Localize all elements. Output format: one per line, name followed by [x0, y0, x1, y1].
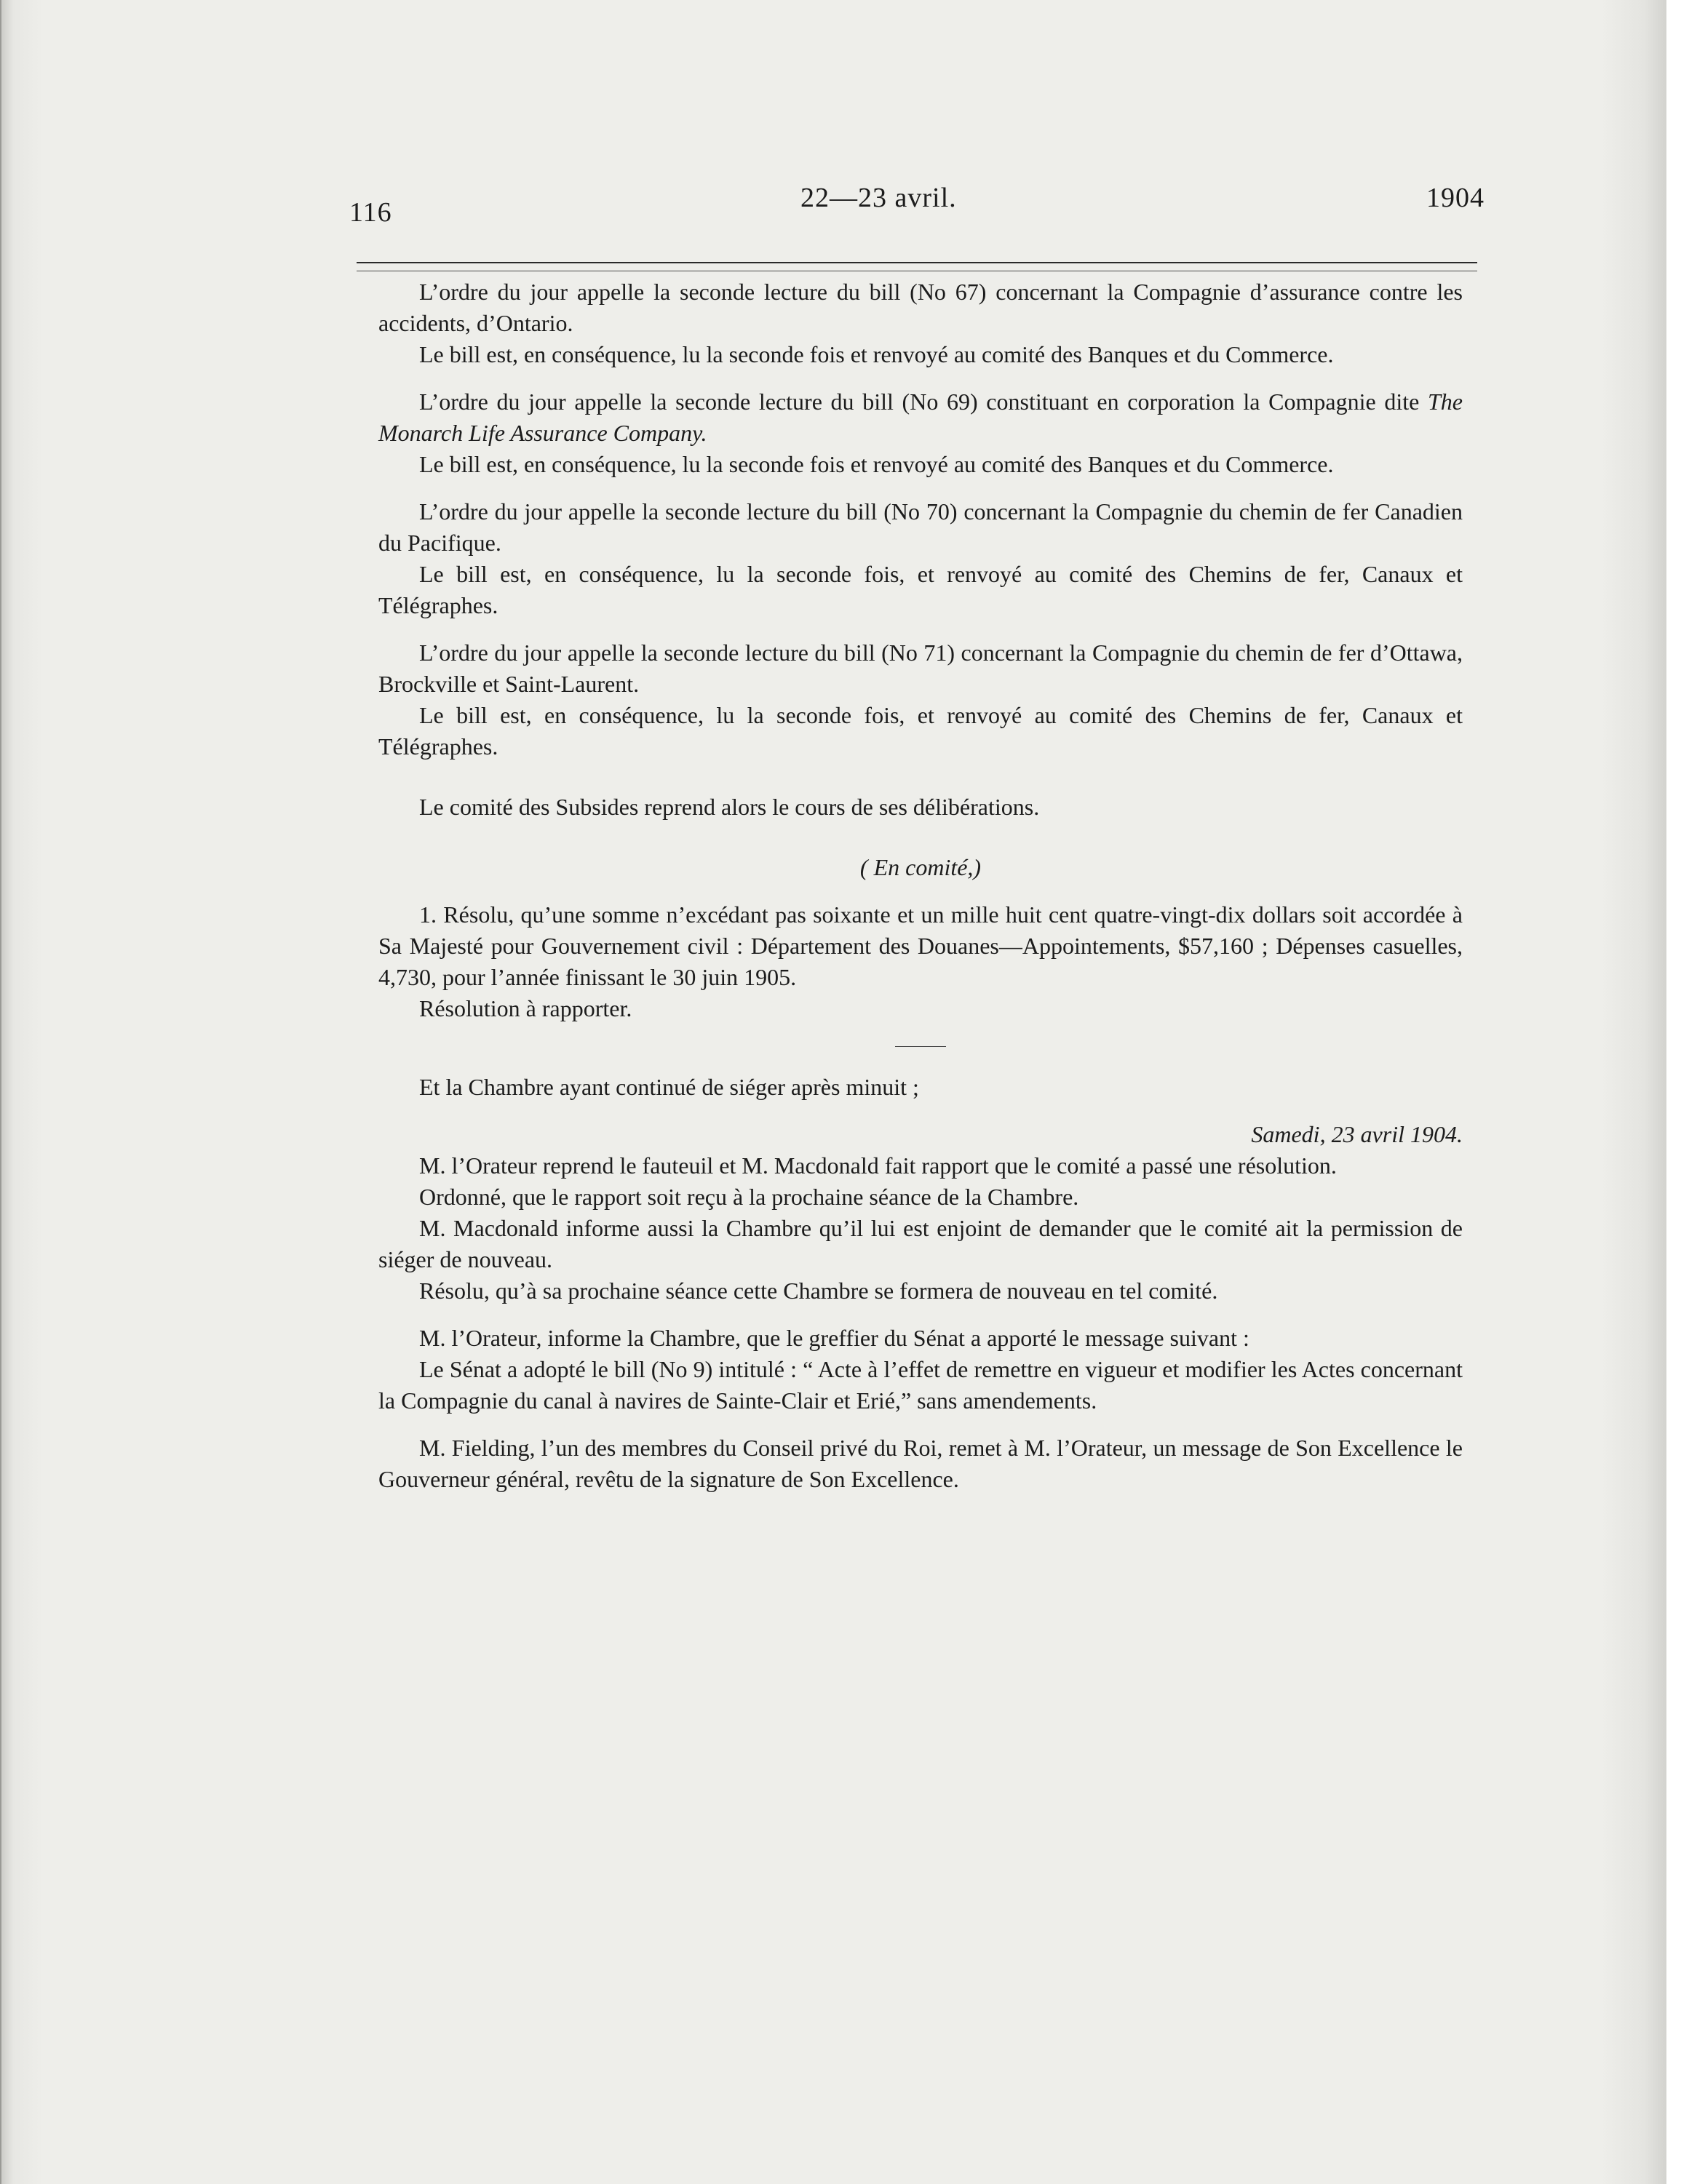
paragraph [378, 386, 1463, 449]
header-rule [357, 262, 1477, 263]
page-number: 116 [349, 197, 392, 228]
paragraph: Le comité des Subsides reprend alors le cours de ses délibérations. [419, 794, 1040, 820]
paragraph: 1. Résolu, qu’une somme n’excédant pas soixante et un mille huit cent quatre-vingt-dix dollars soit accordée à Sa Majesté pour Gouvernement civil : Département des Douanes—Appointements, $57,160 ; Dépenses casuelles, 4,730, pour l’année finissant le 30 juin 1905. [378, 901, 1463, 990]
header-year: 1904 [1426, 183, 1485, 213]
section-heading: ( En comité,) [859, 854, 982, 880]
company-name: The Monarch Life Assurance Company. [378, 388, 1463, 446]
scan-edge [0, 0, 1, 2184]
header-date: 22—23 avril. [800, 183, 957, 213]
paragraph: L’ordre du jour appelle la seconde lecture du bill (No 71) concernant la Compagnie du chemin de fer d’Ottawa, Brockville et Saint-Laurent. [378, 639, 1463, 697]
page-header [349, 182, 1485, 226]
session-date: Samedi, 23 avril 1904. [1251, 1121, 1463, 1147]
paragraph: Le bill est, en conséquence, lu la seconde fois et renvoyé au comité des Banques et du Commerce. [419, 451, 1334, 477]
scan-margin [1666, 0, 1681, 2184]
document-body [378, 276, 1463, 1495]
paragraph: L’ordre du jour appelle la seconde lecture du bill (No 70) concernant la Compagnie du chemin de fer Canadien du Pacifique. [378, 498, 1463, 556]
paragraph: M. l’Orateur reprend le fauteuil et M. Macdonald fait rapport que le comité a passé une résolution. [419, 1152, 1337, 1179]
paragraph: Le Sénat a adopté le bill (No 9) intitulé : “ Acte à l’effet de remettre en vigueur et modifier les Actes concernant la Compagnie du canal à navires de Sainte-Clair et Erié,” sans amendements. [378, 1356, 1463, 1414]
paragraph: M. l’Orateur, informe la Chambre, que le greffier du Sénat a apporté le message suivant : [419, 1325, 1249, 1351]
paragraph: Le bill est, en conséquence, lu la seconde fois, et renvoyé au comité des Chemins de fer, Canaux et Télégraphes. [378, 702, 1463, 760]
paragraph: Le bill est, en conséquence, lu la seconde fois, et renvoyé au comité des Chemins de fer, Canaux et Télégraphes. [378, 561, 1463, 618]
paragraph: Et la Chambre ayant continué de siéger après minuit ; [419, 1074, 919, 1100]
paragraph: Le bill est, en conséquence, lu la seconde fois et renvoyé au comité des Banques et du Commerce. [419, 341, 1334, 367]
document-page [349, 0, 1485, 2184]
paragraph: M. Macdonald informe aussi la Chambre qu’il lui est enjoint de demander que le comité ait la permission de siéger de nouveau. [378, 1215, 1463, 1272]
paragraph: Ordonné, que le rapport soit reçu à la prochaine séance de la Chambre. [419, 1184, 1079, 1210]
paragraph: L’ordre du jour appelle la seconde lecture du bill (No 67) concernant la Compagnie d’assurance contre les accidents, d’Ontario. [378, 279, 1463, 336]
paragraph: Résolu, qu’à sa prochaine séance cette Chambre se formera de nouveau en tel comité. [419, 1278, 1218, 1304]
section-divider [895, 1046, 946, 1047]
paragraph-text: L’ordre du jour appelle la seconde lecture du bill (No 69) constituant en corporation la Compagnie dite [419, 388, 1428, 415]
paragraph: M. Fielding, l’un des membres du Conseil privé du Roi, remet à M. l’Orateur, un message de Son Excellence le Gouverneur général, revêtu de la signature de Son Excellence. [378, 1435, 1463, 1492]
paragraph: Résolution à rapporter. [419, 995, 632, 1021]
